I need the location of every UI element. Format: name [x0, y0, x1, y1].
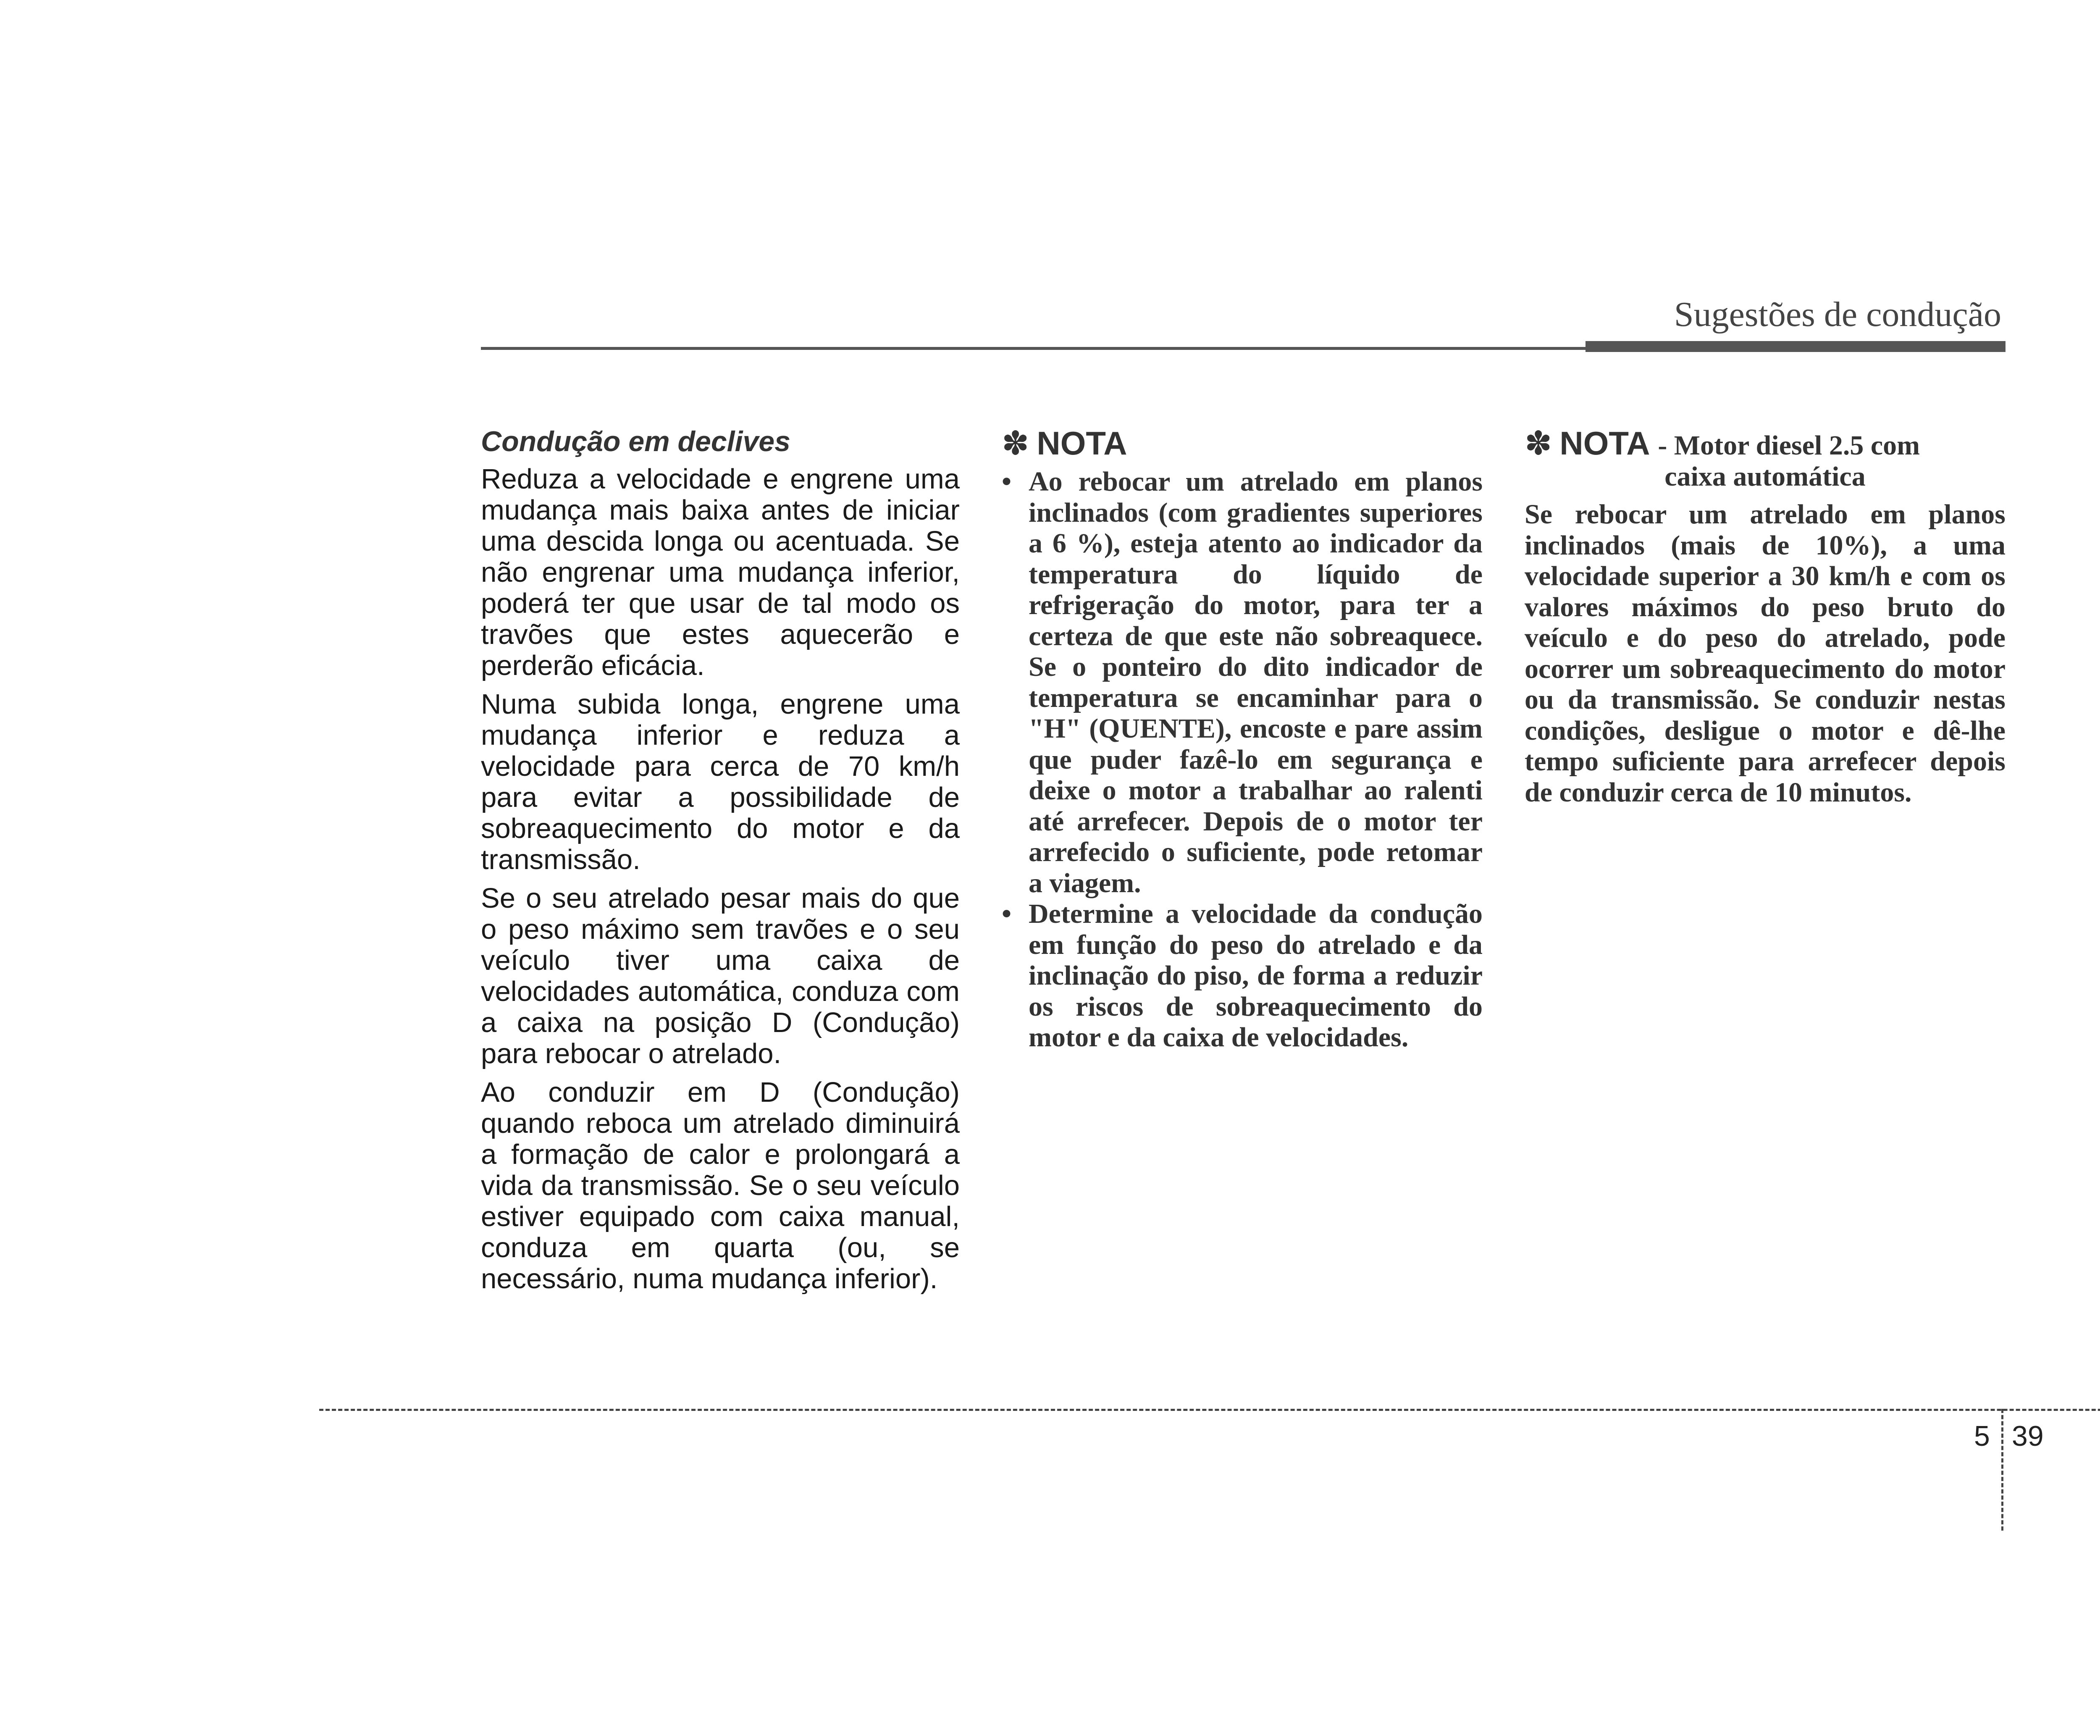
bullet-text: Determine a velocidade da condução em função do peso do atrelado e da inclinação do piso, de forma a reduzir os riscos de sobreaquecimento do motor e da caixa de velocidades.	[1029, 898, 1483, 1053]
list-item	[1002, 898, 1483, 1053]
column-2-note	[1002, 424, 1483, 1053]
bullet-icon: •	[1002, 466, 1012, 497]
section-title: Sugestões de condução	[1674, 295, 2001, 334]
note-label: NOTA	[1559, 425, 1649, 462]
note-bullet-list	[1002, 466, 1483, 1053]
note-subtitle: - Motor diesel 2.5 com	[1658, 430, 1920, 461]
note-label: NOTA	[1037, 425, 1127, 462]
bullet-text: Ao rebocar um atrelado em planos inclinados (com gradientes superiores a 6 %), esteja atento ao indicador da temperatura do líquido de refrigeração do motor, para ter a certeza de que este não sobreaquece. Se o ponteiro do dito indicador de temperatura se encaminhar para o "H" (QUENTE), encoste e pare assim que puder fazê-lo em segurança e deixe o motor a trabalhar ao ralenti até arrefecer. Depois de o motor ter arrefecido o suficiente, pode retomar a viagem.	[1029, 466, 1483, 898]
column-1	[481, 424, 960, 1302]
column-3-note	[1525, 424, 2006, 808]
chapter-number: 5	[1974, 1420, 1990, 1452]
list-item	[1002, 466, 1483, 898]
paragraph: Se o seu atrelado pesar mais do que o peso máximo sem travões e o seu veículo tiver uma caixa de velocidades automática, conduza com a caixa na posição D (Condução) para rebocar o atrelado.	[481, 882, 960, 1069]
note-heading	[1002, 424, 1483, 462]
header-rule-accent	[1586, 341, 2006, 352]
note-star-icon: ✽	[1002, 425, 1029, 462]
paragraph: Reduza a velocidade e engrene uma mudança mais baixa antes de iniciar uma descida longa ou acentuada. Se não engrenar uma mudança inferior, poderá ter que usar de tal modo os travões que estes aquecerão e perderão eficácia.	[481, 463, 960, 681]
paragraph: Ao conduzir em D (Condução) quando reboca um atrelado diminuirá a formação de calor e prolongará a vida da transmissão. Se o seu veículo estiver equipado com caixa manual, conduza em quarta (ou, se necessário, numa mudança inferior).	[481, 1077, 960, 1295]
paragraph: Numa subida longa, engrene uma mudança inferior e reduza a velocidade para cerca de 70 km/h para evitar a possibilidade de sobreaquecimento do motor e da transmissão.	[481, 688, 960, 875]
footer-rule	[319, 1409, 2100, 1411]
note-subtitle-line-2: caixa automática	[1664, 461, 1866, 492]
note-star-icon: ✽	[1525, 425, 1552, 462]
bullet-icon: •	[1002, 898, 1012, 929]
note-text: Se rebocar um atrelado em planos inclinados (mais de 10%), a uma velocidade superior a 30 km/h e com os valores máximos do peso bruto do veículo e do peso do atrelado, pode ocorrer um sobreaquecimento do motor ou da transmissão. Se conduzir nestas condições, desligue o motor e dê-lhe tempo suficiente para arrefecer depois de conduzir cerca de 10 minutos.	[1525, 499, 2006, 808]
note-heading	[1525, 424, 2006, 465]
subheading-downhill-driving: Condução em declives	[481, 425, 790, 457]
page-number: 39	[2012, 1420, 2044, 1452]
footer-divider	[2001, 1409, 2003, 1531]
